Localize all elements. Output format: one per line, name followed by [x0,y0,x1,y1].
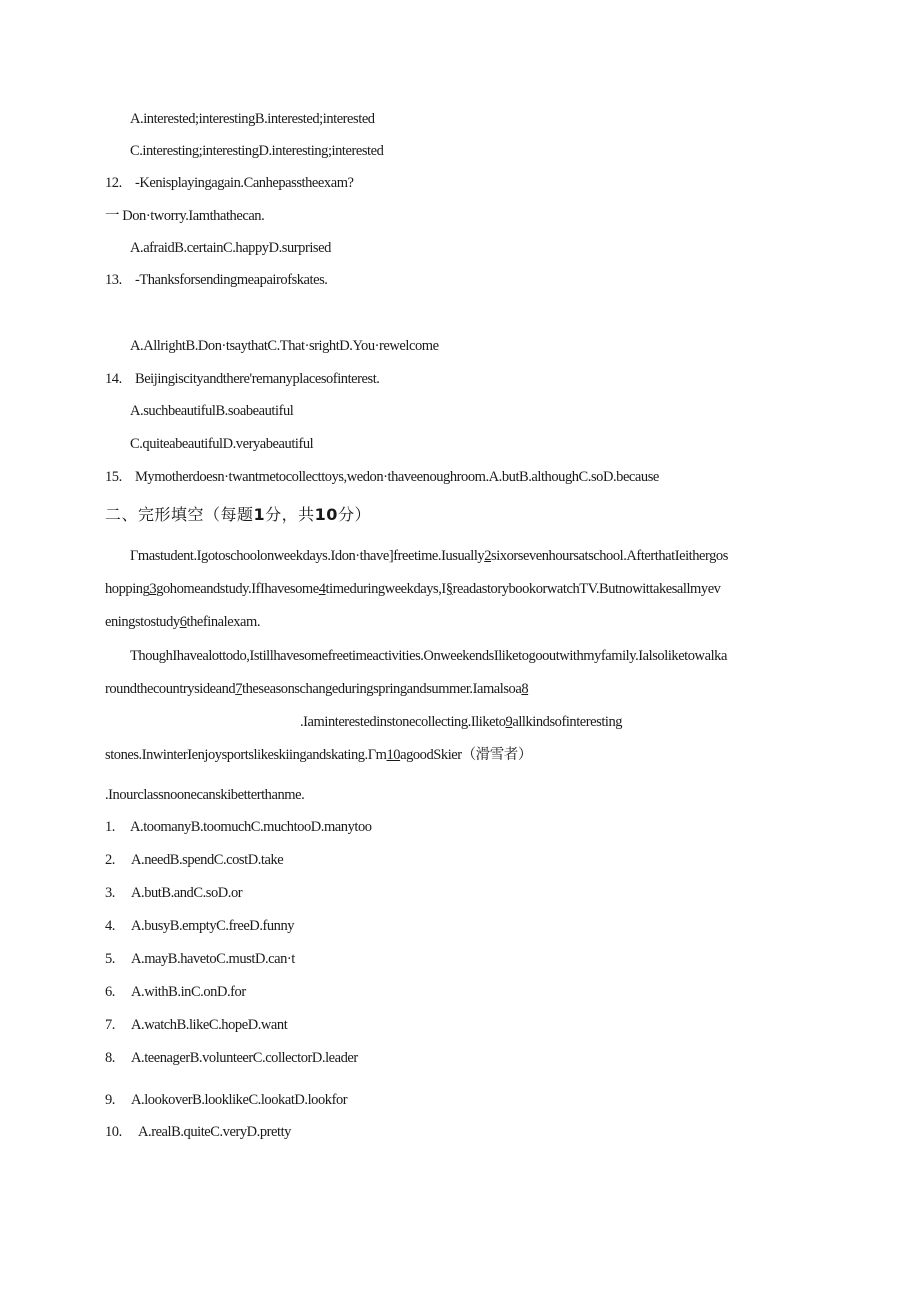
blank-4: 4 [318,581,326,597]
option-number: 1. [105,819,115,835]
q15-prompt-text: Mymotherdoesn·twantmetocollecttoys,wedon·thaveenoughroom.A.butB.althoughC.soD.because [134,469,659,485]
option-text: A.busyB.emptyC.freeD.funny [131,918,295,934]
section-2-title-c: 分，共 [265,505,315,524]
passage-text: gohomeandstudy.IfIhavesome [156,581,319,597]
option-text: A.mayB.havetoC.mustD.can·t [131,951,295,967]
passage-line-1 [130,547,728,565]
option-number: 5. [105,951,115,967]
section-2-title-a: 二、完形填空（每题 [105,505,254,524]
passage-line-8: .Inourclassnoonecanskibetterthanme. [105,787,305,803]
section-2-points-total: 10 [314,505,338,524]
blank-5: § [445,581,453,597]
q12-reply: 一 Don·tworry.Iamthathecan. [105,208,265,224]
passage-line-2 [105,580,720,598]
passage-text: roundthecountrysideand [105,681,236,697]
cloze-option-7 [105,1016,287,1034]
blank-6: 6 [179,614,187,630]
section-2-heading [105,506,371,524]
passage-text: Γmastudent.Igotoschoolonweekdays.Idon·thave [130,548,389,564]
option-number: 6. [105,984,115,1000]
option-number: 3. [105,885,115,901]
q13-prompt-text: -Thanksforsendingmeapairofskates. [134,272,328,288]
passage-line-6 [300,713,622,731]
option-number: 2. [105,852,115,868]
q13-options: A.AllrightB.Don·tsaythatC.That·srightD.You·rewelcome [130,338,439,354]
q12-number: 12. [105,175,122,191]
cloze-option-8 [105,1049,358,1067]
passage-text: stones.InwinterIenjoysportslikeskiingandskating.Γm [105,747,387,763]
q15-number: 15. [105,469,122,485]
q15-prompt [105,468,659,486]
blank-8: 8 [521,681,529,697]
option-text: A.withB.inC.onD.for [131,984,246,1000]
section-2-points-each: 1 [253,505,266,524]
cloze-option-3 [105,884,242,902]
passage-line-5 [105,680,528,698]
passage-line-4: ThoughIhavealottodo,Istillhavesomefreetimeactivities.OnweekendsIliketogooutwithmyfamily.Ialsoliketowalka [130,648,727,664]
q12-prompt [105,174,354,192]
passage-text: timeduringweekdays,I [325,581,446,597]
option-text: A.teenagerB.volunteerC.collectorD.leader [131,1050,358,1066]
option-text: A.realB.quiteC.veryD.pretty [138,1124,291,1140]
q14-number: 14. [105,371,122,387]
option-number: 10. [105,1124,122,1140]
passage-text: thefinalexam. [186,614,260,630]
passage-line-7 [105,746,532,764]
q12-options: A.afraidB.certainC.happyD.surprised [130,240,331,256]
q14-options-row2: C.quiteabeautifulD.veryabeautiful [130,436,314,452]
option-text: A.lookoverB.looklikeC.lookatD.lookfor [131,1092,348,1108]
blank-10: 10 [386,747,401,763]
q12-prompt-text: -Kenisplayingagain.Canhepasstheexam? [134,175,354,191]
cloze-option-10 [105,1123,291,1141]
blank-3: 3 [149,581,157,597]
cloze-option-5 [105,950,295,968]
option-text: A.needB.spendC.costD.take [131,852,284,868]
passage-text: freetime.Iusually [393,548,485,564]
blank-1: ] [388,548,394,564]
option-text: A.watchB.likeC.hopeD.want [131,1017,288,1033]
option-text: A.butB.andC.soD.or [131,885,243,901]
blank-2: 2 [484,548,492,564]
blank-7: 7 [235,681,243,697]
option-number: 8. [105,1050,115,1066]
q14-prompt-text: Beijingiscityandthere'remanyplacesofinterest. [134,371,380,387]
cloze-option-4 [105,917,294,935]
passage-text: hopping [105,581,150,597]
q11-options-row1: A.interested;interestingB.interested;interested [130,111,375,127]
passage-text: agoodSkier（滑雪者） [400,747,532,763]
option-number: 9. [105,1092,115,1108]
q11-options-row2: C.interesting;interestingD.interesting;interested [130,143,384,159]
passage-text: sixorsevenhoursatschool.AfterthatIeithergos [491,548,728,564]
q14-options-row1: A.suchbeautifulB.soabeautiful [130,403,294,419]
option-number: 7. [105,1017,115,1033]
cloze-option-2 [105,851,283,869]
cloze-option-9 [105,1091,347,1109]
q13-number: 13. [105,272,122,288]
option-text: A.toomanyB.toomuchC.muchtooD.manytoo [130,819,372,835]
passage-text: allkindsofinteresting [512,714,623,730]
section-2-title-e: 分） [337,505,371,524]
q14-prompt [105,370,379,388]
blank-9: 9 [505,714,513,730]
passage-line-3 [105,613,260,631]
passage-text: .Iaminterestedinstonecollecting.Iliketo [300,714,506,730]
option-number: 4. [105,918,115,934]
passage-text: eningstostudy [105,614,180,630]
cloze-option-6 [105,983,246,1001]
passage-text: theseasonschangeduringspringandsummer.Iamalsoa [242,681,522,697]
passage-text: readastorybookorwatchTV.Butnowittakesallmyev [452,581,721,597]
cloze-option-1 [105,818,372,836]
q13-prompt [105,271,327,289]
